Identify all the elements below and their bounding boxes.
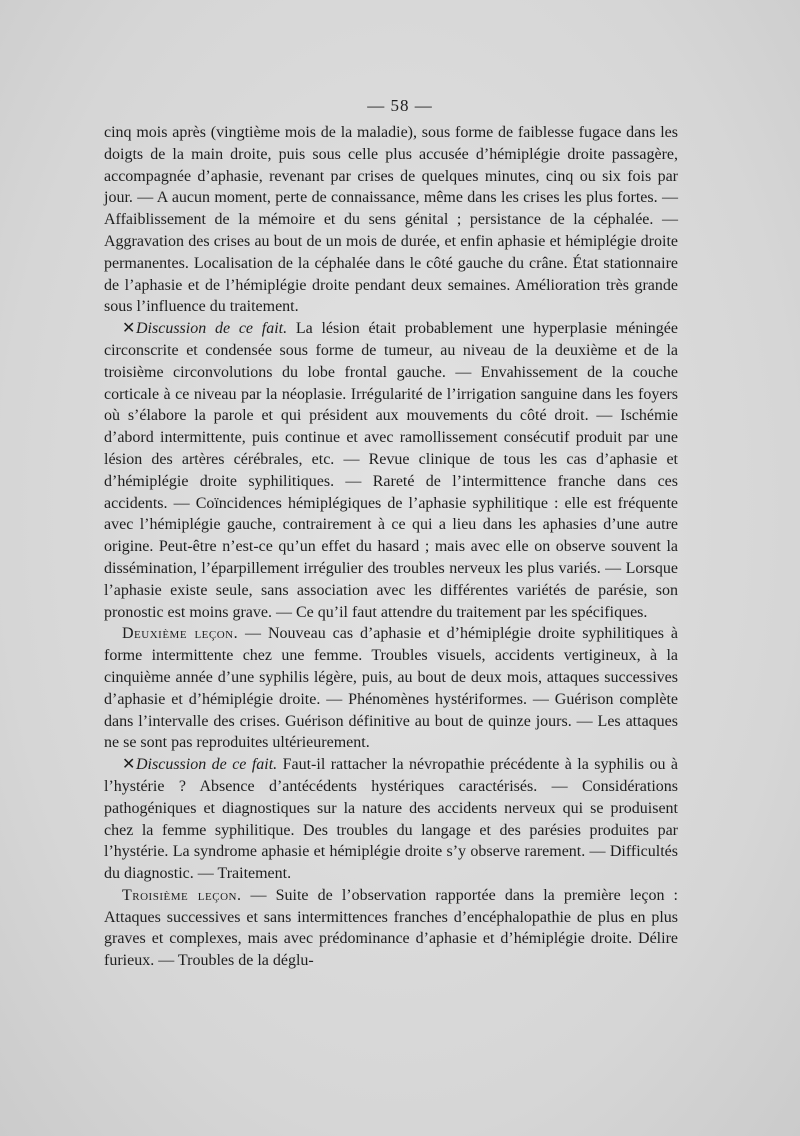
paragraph-text: — Nouveau cas d’aphasie et d’hémiplégie droite syphilitiques à forme intermittente chez une femme. Troubles visuels, accidents vertigineux, à la cinquième année d’une syphilis légère, puis, au bout de deux mois, attaques successives d’aphasie et d’hémiplégie droite. — Phénomènes hystériformes. — Guérison complète dans l’intervalle des crises. Guérison définitive au bout de quinze jours. — Les attaques ne se sont pas reproduites ultérieurement.	[104, 625, 678, 752]
paragraph-text: La lésion était probablement une hyperplasie méningée circonscrite et condensée sous forme de tumeur, au niveau de la deuxième et de la troisième circonvolutions du lobe frontal gauche. — Envahissement de la couche corticale à ce niveau par la néoplasie. Irrégularité de l’irrigation sanguine dans les foyers où s’élabore la parole et qui président aux mouvements du côté droit. — Ischémie d’abord intermittente, puis continue et avec ramollissement consécutif produit par une lésion des artères cérébrales, etc. — Revue clinique de tous les cas d’aphasie et d’hémiplégie droite syphilitiques. — Rareté de l’intermittence franche dans ces accidents. — Coïncidences hémiplégiques de l’aphasie syphilitique : elle est fréquente avec l’hémiplégie gauche, contrairement à ce qui a lieu dans les aphasies d’une autre origine. Peut-être n’est-ce qu’un effet du hasard ; mais avec elle on observe souvent la dissémination, l’éparpillement irrégulier des troubles nerveux les plus variés. — Lorsque l’aphasie existe seule, sans association avec les différentes variétés de parésie, son pronostic est moins grave. — Ce qu’il faut attendre du traitement par les spécifiques.	[104, 320, 678, 621]
paragraph-discussion-2	[104, 754, 678, 885]
paragraph-text: — Suite de l’observation rapportée dans la première leçon : Attaques successives et sans intermittences franches d’encéphalopathie de plus en plus graves et complexes, mais avec prédominance d’aphasie et d’hémiplégie droite. Délire furieux. — Troubles de la déglu-	[104, 886, 678, 970]
paragraph-text: Faut-il rattacher la névropathie précédente à la syphilis ou à l’hystérie ? Absence d’antécédents hystériques caractérisés. — Considérations pathogéniques et diagnostiques sur la nature des accidents nerveux qui se produisent chez la femme syphilitique. Des troubles du langage et des parésies produites par l’hystérie. La syndrome aphasie et hémiplégie droite s’y observe rarement. — Difficultés du diagnostic. — Traitement.	[104, 756, 678, 883]
page-number: — 58 —	[367, 96, 433, 115]
section-title: Discussion de ce fait.	[136, 320, 288, 338]
cross-mark-icon: ✕	[122, 320, 136, 338]
lesson-heading: Troisième leçon.	[122, 886, 242, 904]
paragraph-text: cinq mois après (vingtième mois de la maladie), sous forme de faiblesse fugace dans les doigts de la main droite, puis sous celle plus accusée d’hémiplégie droite passagère, accompagnée d’aphasie, revenant par crises de quelques minutes, cinq ou six fois par jour. — A aucun moment, perte de connaissance, même dans les crises les plus fortes. — Affaiblissement de la mémoire et du sens génital ; persistance de la céphalée. — Aggravation des crises au bout de un mois de durée, et enfin aphasie et hémiplégie droite permanentes. Localisation de la céphalée dans le côté gauche du crâne. État stationnaire de l’aphasie et de l’hémiplégie droite pendant deux semaines. Amélioration très grande sous l’influence du traitement.	[104, 124, 678, 316]
paragraph-discussion-1	[104, 318, 678, 623]
section-title: Discussion de ce fait.	[136, 756, 278, 774]
cross-mark-icon: ✕	[122, 756, 136, 774]
body-text	[104, 122, 678, 972]
paragraph-deuxieme-lecon	[104, 623, 678, 754]
lesson-heading: Deuxième leçon.	[122, 625, 239, 643]
paragraph-troisieme-lecon	[104, 885, 678, 972]
paragraph-observation-summary	[104, 122, 678, 318]
